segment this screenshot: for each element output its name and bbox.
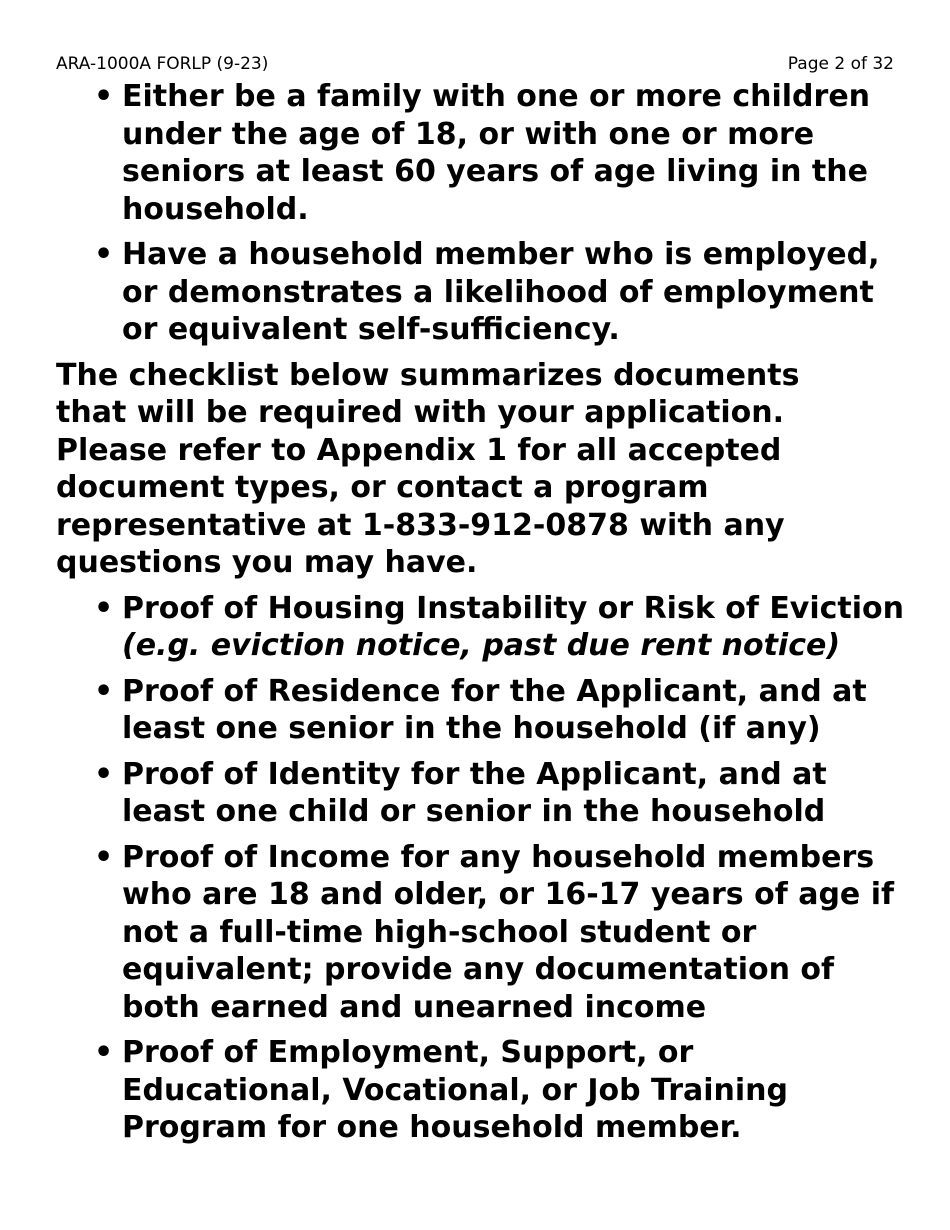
eligibility-children-seniors: Either be a family with one or more children under the age of 18, or with one or more seniors at least 60 years of age living in the household.	[122, 79, 871, 227]
page-content	[56, 78, 906, 1155]
list-item	[56, 1034, 906, 1147]
doc-housing-instability: Proof of Housing Instability or Risk of Eviction	[122, 590, 905, 626]
list-item	[56, 590, 906, 665]
list-item	[56, 673, 906, 748]
checklist-intro: The checklist below summarizes documents that will be required with your application. Please refer to Appendix 1 for all accepted document types, or contact a program representative at 1-833-912-0878 with any questions you may have.	[56, 357, 800, 580]
bullet-icon: •	[94, 756, 114, 792]
doc-identity: Proof of Identity for the Applicant, and at least one child or senior in the household	[122, 756, 827, 829]
bullet-icon: •	[94, 590, 114, 626]
list-item	[56, 78, 906, 228]
list-item	[56, 236, 906, 349]
bullet-icon: •	[94, 237, 114, 272]
page-number: Page 2 of 32	[787, 54, 894, 74]
bullet-icon: •	[94, 839, 114, 875]
form-id: ARA-1000A FORLP (9-23)	[56, 54, 269, 74]
doc-income: Proof of Income for any household members who are 18 and older, or 16-17 years of age if not a full-time high-school student or equivalent; provide any documentation of both earned and unearned income	[122, 839, 895, 1025]
doc-employment: Proof of Employment, Support, or Educational, Vocational, or Job Training Program for one household member.	[122, 1035, 788, 1145]
eligibility-employment: Have a household member who is employed, or demonstrates a likelihood of employment or equivalent self-sufficiency.	[122, 237, 880, 347]
doc-housing-example: (e.g. eviction notice, past due rent notice)	[122, 628, 841, 663]
list-item	[56, 839, 906, 1027]
page-header	[56, 53, 894, 75]
list-item	[56, 756, 906, 831]
bullet-icon: •	[94, 673, 114, 709]
bullet-icon: •	[94, 79, 114, 114]
doc-residence: Proof of Residence for the Applicant, and at least one senior in the household (if any)	[122, 673, 867, 746]
eligibility-list	[56, 78, 906, 349]
document-checklist	[56, 590, 906, 1147]
bullet-icon: •	[94, 1035, 114, 1070]
